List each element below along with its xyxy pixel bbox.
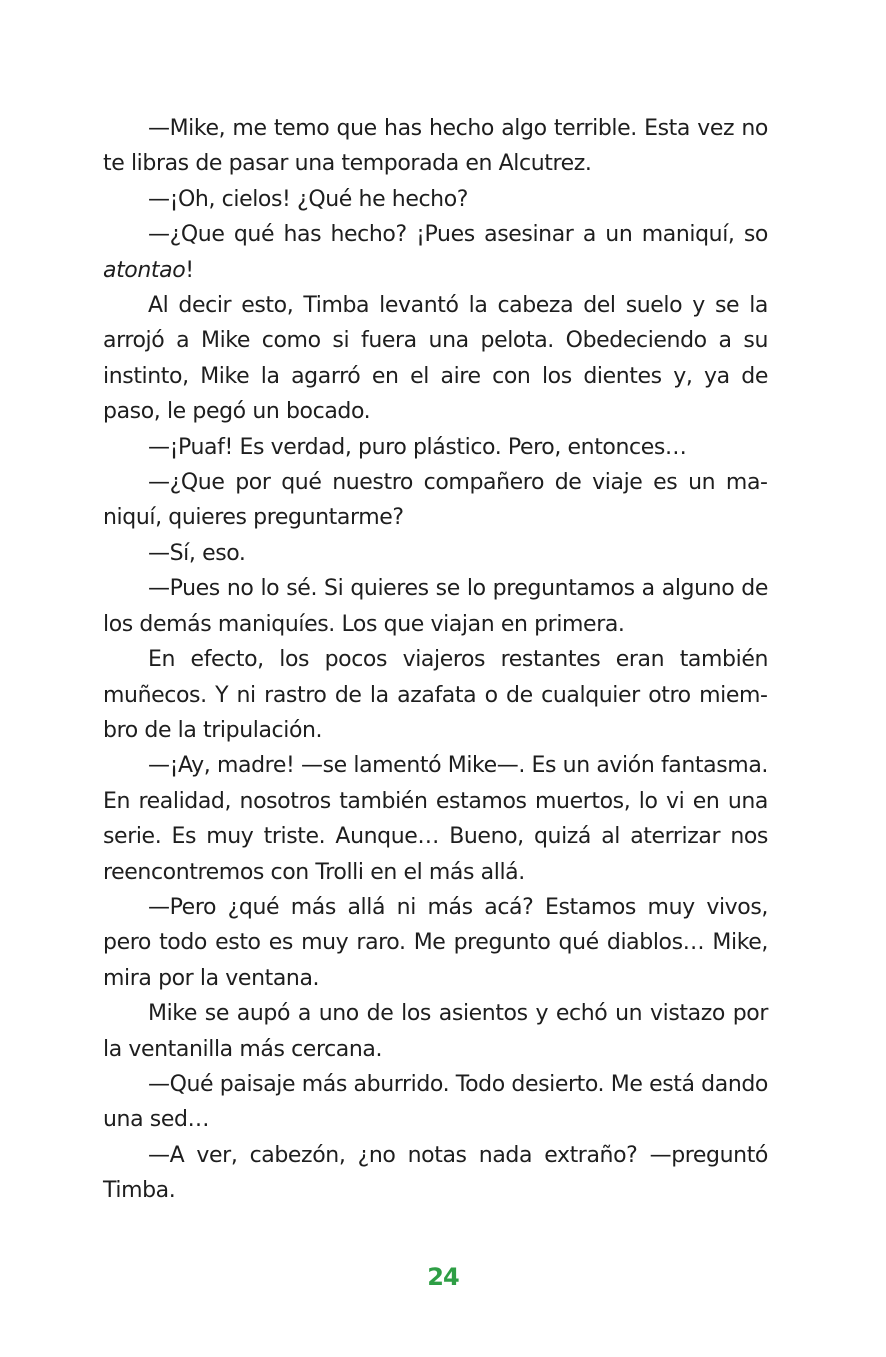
paragraph: —Mike, me temo que has hecho algo terrible. Esta vez no te libras de pasar una temporada en Alcutrez. bbox=[103, 116, 768, 177]
paragraph: —Sí, eso. bbox=[148, 540, 246, 566]
paragraph: —Pues no lo sé. Si quieres se lo preguntamos a alguno de los demás maniquíes. Los que viajan en primera. bbox=[103, 576, 768, 637]
body-text bbox=[103, 111, 768, 1209]
paragraph bbox=[103, 217, 768, 288]
italic-word: atontao bbox=[103, 257, 186, 283]
paragraph: En efecto, los pocos viajeros restantes eran también muñecos. Y ni rastro de la azafata o de cualquier otro miembro de la tripulación. bbox=[103, 647, 768, 743]
paragraph: Mike se aupó a uno de los asientos y echó un vistazo por la ventanilla más cercana. bbox=[103, 1001, 768, 1062]
paragraph: Al decir esto, Timba levantó la cabeza del suelo y se la arrojó a Mike como si fuera una pelota. Obedeciendo a su instinto, Mike la agarró en el aire con los dientes y, ya de paso, le pegó un bocado. bbox=[103, 293, 768, 425]
paragraph: —¿Que por qué nuestro compañero de viaje es un maniquí, quieres preguntarme? bbox=[103, 470, 768, 531]
page-number: 24 bbox=[427, 1263, 459, 1291]
paragraph: —¡Oh, cielos! ¿Qué he hecho? bbox=[148, 186, 469, 212]
paragraph: —A ver, cabezón, ¿no notas nada extraño? —preguntó Timba. bbox=[103, 1142, 768, 1204]
paragraph: —¡Puaf! Es verdad, puro plástico. Pero, entonces… bbox=[148, 434, 687, 460]
exclamation-mark: ! bbox=[185, 257, 194, 283]
paragraph: —Qué paisaje más aburrido. Todo desierto. Me está dando una sed… bbox=[103, 1071, 768, 1133]
paragraph: —¡Ay, madre! —se lamentó Mike—. Es un avión fantasma. En realidad, nosotros también estamos muertos, lo vi en una serie. Es muy triste. Aunque… Bueno, quizá al aterrizar nos reencontremos con Trolli en el más allá. bbox=[103, 753, 769, 885]
paragraph-text: —¿Que qué has hecho? ¡Pues asesinar a un maniquí, so bbox=[148, 222, 768, 248]
paragraph: —Pero ¿qué más allá ni más acá? Estamos muy vivos, pero todo esto es muy raro. Me pregunto qué diablos… Mike, mira por la ventana. bbox=[103, 894, 768, 991]
